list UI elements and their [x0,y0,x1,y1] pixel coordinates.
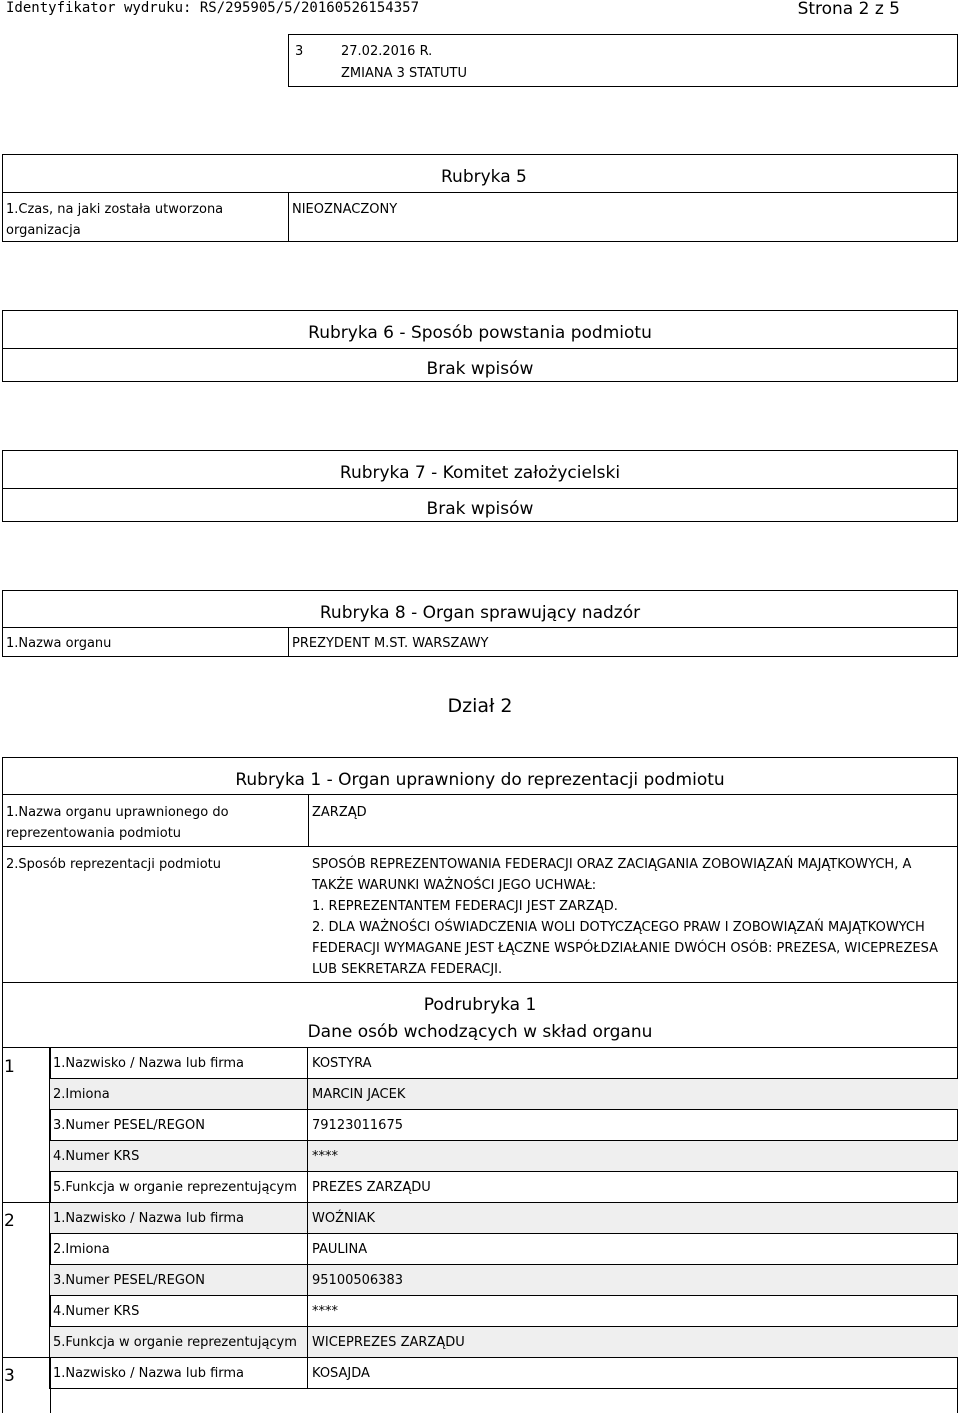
podrubryka-subtitle: Dane osób wchodzących w skład organu [307,1022,653,1042]
person-row: 2.Imiona MARCIN JACEK [49,1079,958,1110]
entry-box [288,34,958,87]
entry-note: ZMIANA 3 STATUTU [341,66,467,81]
person-row: 5.Funkcja w organie reprezentującym PREZES ZARZĄDU [49,1172,958,1203]
rubryka6-section [2,310,958,382]
rubryka8-label: 1.Nazwa organu [6,636,112,651]
rubryka5-title: Rubryka 5 [441,167,527,187]
person-number: 1 [4,1057,15,1077]
page-number: Strona 2 z 5 [797,0,900,19]
podrubryka-title: Podrubryka 1 [423,995,537,1015]
rubryka8-value: PREZYDENT M.ST. WARSZAWY [292,636,489,651]
rubryka1-section [2,757,958,983]
person-row: 1.Nazwisko / Nazwa lub firma WOŹNIAK [49,1203,958,1234]
person-row: 1.Nazwisko / Nazwa lub firma KOSAJDA [49,1358,958,1389]
rubryka1-value1: ZARZĄD [312,805,367,820]
rubryka1-label2: 2.Sposób reprezentacji podmiotu [6,857,221,872]
print-identifier: Identyfikator wydruku: RS/295905/5/20160526154357 [6,0,420,16]
entry-date: 27.02.2016 R. [341,44,433,59]
rubryka7-title: Rubryka 7 - Komitet założycielski [339,463,621,483]
rubryka5-value: NIEOZNACZONY [292,202,398,217]
rubryka1-value2: SPOSÓB REPREZENTOWANIA FEDERACJI ORAZ ZACIĄGANIA ZOBOWIĄZAŃ MAJĄTKOWYCH, A TAKŻE WARUNKI WAŻNOŚCI JEGO UCHWAŁ: 1. REPREZENTANTEM FEDERACJI JEST ZARZĄD. 2. DLA WAŻNOŚCI OŚWIADCZENIA WOLI DOTYCZĄCEGO PRAW I ZOBOWIĄZAŃ MAJĄTKOWYCH FEDERACJI WYMAGANE JEST ŁĄCZNE WSPÓŁDZIAŁANIE DWÓCH OSÓB: PREZESA, WICEPREZESA LUB SEKRETARZA FEDERACJI. [312,857,938,977]
person-row: 4.Numer KRS **** [49,1141,958,1172]
entry-number: 3 [295,44,304,59]
rubryka8-title: Rubryka 8 - Organ sprawujący nadzór [319,603,641,623]
person-row: 2.Imiona PAULINA [49,1234,958,1265]
rubryka5-section [2,154,958,242]
person-number: 3 [4,1366,15,1386]
person-row: 5.Funkcja w organie reprezentującym WICEPREZES ZARZĄDU [49,1327,958,1358]
person-row: 3.Numer PESEL/REGON 79123011675 [49,1110,958,1141]
person-row: 4.Numer KRS **** [49,1296,958,1327]
person-number: 2 [4,1211,15,1231]
rubryka8-section [2,590,958,657]
podrubryka-header [2,982,958,1048]
rubryka1-label1: 1.Nazwa organu uprawnionego do reprezentowania podmiotu [6,805,229,841]
rubryka6-value: Brak wpisów [426,359,534,379]
rubryka6-title: Rubryka 6 - Sposób powstania podmiotu [308,323,652,343]
person-row: 1.Nazwisko / Nazwa lub firma KOSTYRA [49,1048,958,1079]
rubryka5-label: 1.Czas, na jaki została utworzona organizacja [6,202,224,238]
rubryka7-section [2,450,958,522]
rubryka1-title: Rubryka 1 - Organ uprawniony do reprezentacji podmiotu [235,770,725,790]
dzial-title: Dział 2 [447,695,513,717]
person-row: 3.Numer PESEL/REGON 95100506383 [49,1265,958,1296]
rubryka7-value: Brak wpisów [426,499,534,519]
